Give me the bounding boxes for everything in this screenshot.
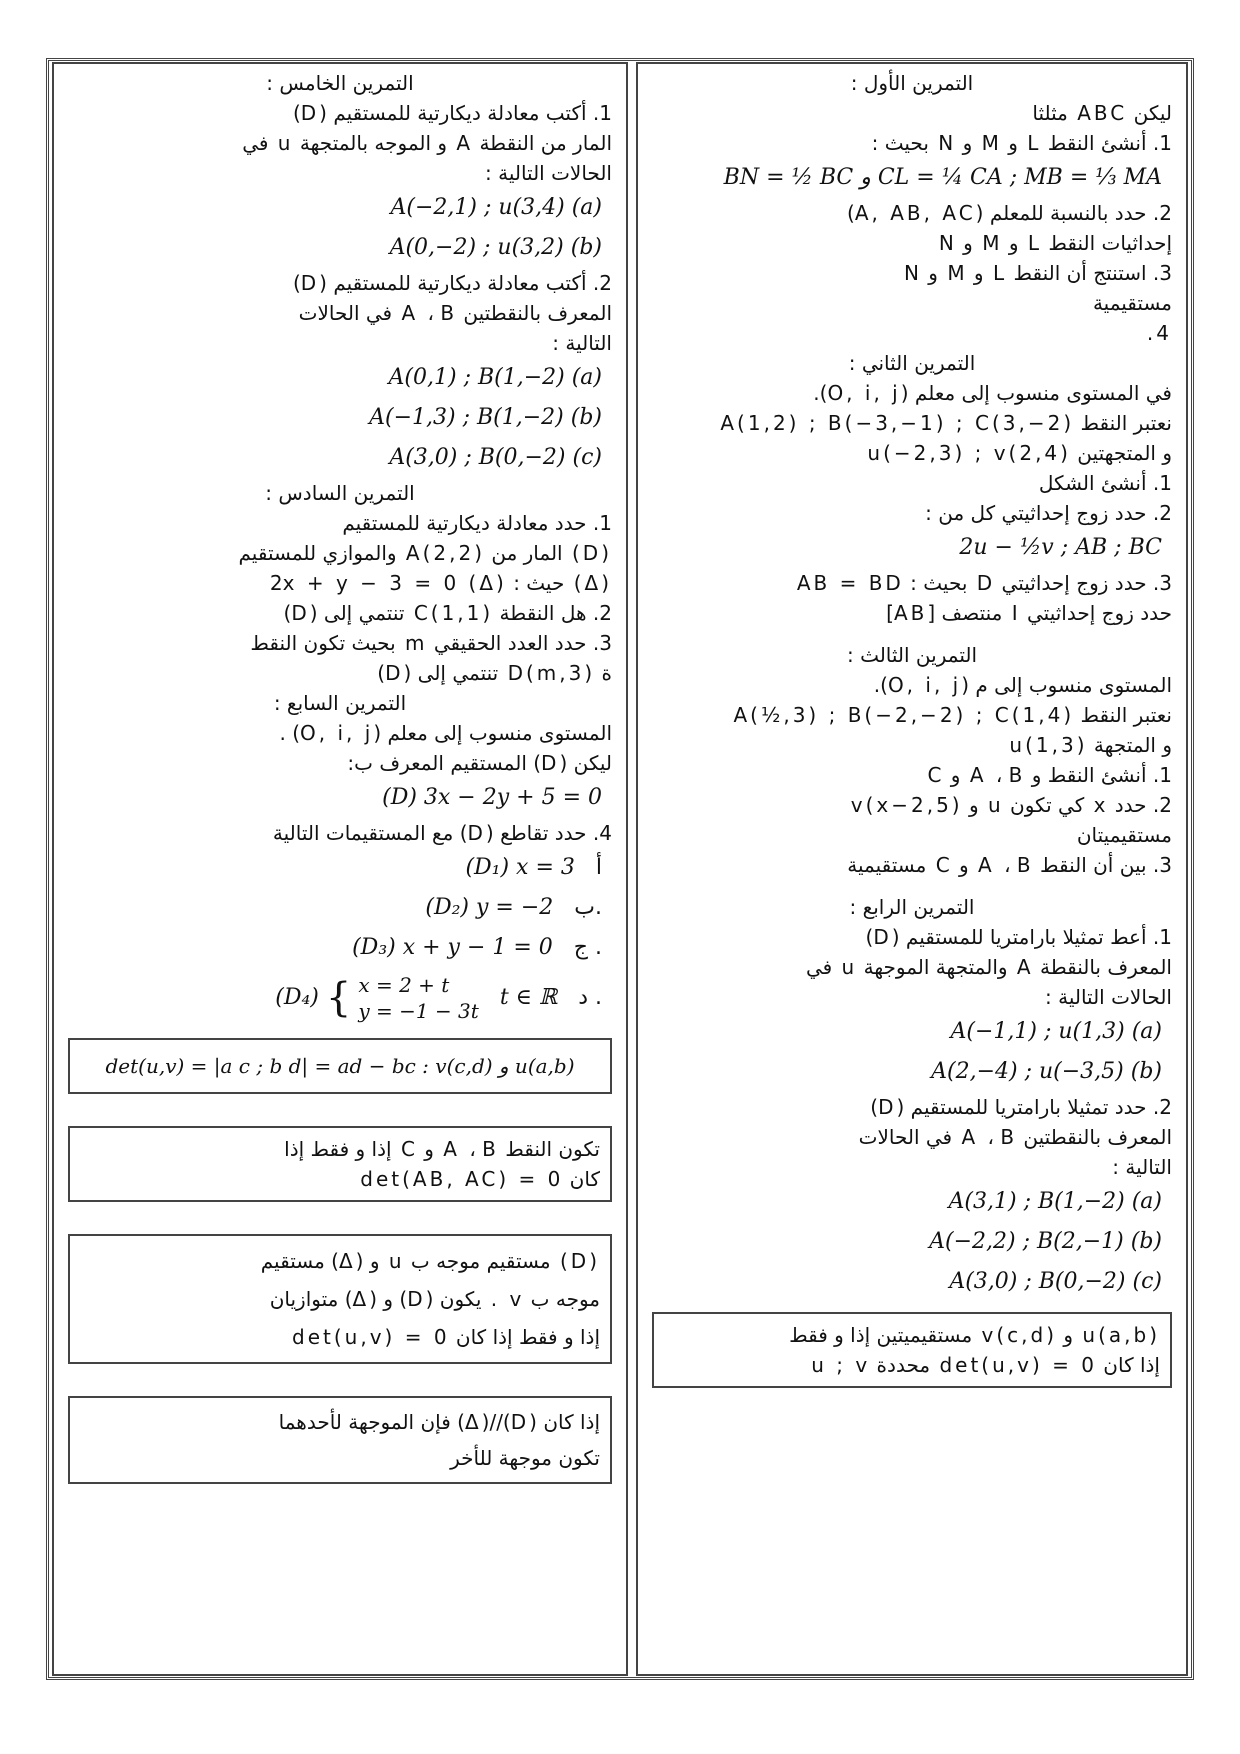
- exercise-6-line: (Δ) حيث : 2x + y − 3 = 0 (Δ): [269, 571, 612, 595]
- note-line: (D) مستقيم موجه ب u و (Δ) مستقيم: [260, 1249, 600, 1273]
- exercise-4-formula: A(3,1) ; B(1,−2) (a): [948, 1189, 1162, 1214]
- exercise-1-title: التمرين الأول :: [850, 71, 974, 95]
- note-line: تكون النقط A ، B و C إذا و فقط إذا: [284, 1137, 600, 1161]
- exercise-5-line: المعرف بالنقطتين A ، B في الحالات: [298, 301, 612, 325]
- item-label: ب.: [574, 895, 602, 920]
- note-line: u(a,b) و v(c,d) مستقيميتين إذا و فقط: [789, 1323, 1160, 1347]
- exercise-1-formula: BN = ½ BC و CL = ¼ CA ; MB = ⅓ MA: [723, 165, 1162, 190]
- exercise-3-line: و المتجهة u(1,3): [1009, 733, 1172, 757]
- exercise-6-line: 2. هل النقطة C(1,1) تنتمي إلى (D): [283, 601, 612, 625]
- exercise-5-formula: A(0,−2) ; u(3,2) (b): [389, 235, 602, 260]
- direction-vector-box: [68, 1396, 612, 1484]
- exercise-1-line: 1. أنشئ النقط L و M و N بحيث :: [871, 131, 1172, 155]
- exercise-7-line: ليكن (D) المستقيم المعرف ب:: [347, 751, 612, 775]
- parametric-system: [358, 972, 479, 1024]
- exercise-2-line: 2. حدد زوج إحداثيتي كل من :: [925, 501, 1172, 525]
- exercise-4-title: التمرين الرابع :: [849, 895, 975, 919]
- item-label: د .: [578, 985, 602, 1010]
- exercise-2-line: 1. أنشئ الشكل: [1038, 471, 1172, 495]
- system-name: (D₄): [275, 985, 319, 1010]
- exercise-7-line: المستوى منسوب إلى معلم (O, i, j) .: [279, 721, 612, 745]
- exercise-5-line: 2. أكتب معادلة ديكارتية للمستقيم (D): [292, 271, 612, 295]
- exercise-6-line: (D) المار من A(2,2) والموازي للمستقيم: [238, 541, 612, 565]
- exercise-4-line: الحالات التالية :: [1045, 985, 1172, 1009]
- exercise-2-line: حدد زوج إحداثيتي I منتصف [AB]: [886, 601, 1172, 625]
- exercise-6-line: ة D(m,3) تنتمي إلى (D): [377, 661, 612, 685]
- item-eq: (D₃) x + y − 1 = 0: [352, 935, 553, 960]
- item-eq: (D₂) y = −2: [425, 895, 554, 920]
- exercise-5-formula: A(3,0) ; B(0,−2) (c): [389, 445, 602, 470]
- item-label: أ: [595, 855, 602, 880]
- intersection-item-b: [68, 888, 612, 928]
- determinant-formula: det(u,v) = |a c ; b d| = ad − bc : v(c,d) و u(a,b): [105, 1054, 575, 1078]
- parallel-lines-box: [68, 1234, 612, 1364]
- exercise-7-title: التمرين السابع :: [273, 691, 407, 715]
- system-eq-1: x = 2 + t: [358, 973, 450, 997]
- exercise-1-line: 2. حدد بالنسبة للمعلم (A, AB, AC): [847, 201, 1172, 225]
- exercise-1-line: 4.: [1146, 321, 1172, 345]
- exercise-6-line: 3. حدد العدد الحقيقي m بحيث تكون النقط: [250, 631, 612, 655]
- exercise-2-line: نعتبر النقط A(1,2) ; B(−3,−1) ; C(3,−2): [720, 411, 1172, 435]
- exercise-3-line: 1. أنشئ النقط و A ، B و C: [927, 763, 1172, 787]
- exercise-4-line: المعرف بالنقطتين A ، B في الحالات: [858, 1125, 1172, 1149]
- exercise-7-line: 4. حدد تقاطع (D) مع المستقيمات التالية: [272, 821, 612, 845]
- exercise-5-formula: A(−1,3) ; B(1,−2) (b): [369, 405, 602, 430]
- intersection-item-a: [68, 848, 612, 888]
- exercise-4-line: 2. حدد تمثيلا بارامتريا للمستقيم (D): [870, 1095, 1172, 1119]
- item-eq: (D₁) x = 3: [465, 855, 575, 880]
- exercise-1-line: ليكن ABC مثلثا: [1032, 101, 1172, 125]
- note-line: موجه ب v . يكون (D) و (Δ) متوازيان: [269, 1287, 600, 1311]
- intersection-item-d: [68, 968, 612, 1028]
- intersection-item-c: [68, 928, 612, 968]
- note-line: كان det(AB, AC) = 0: [360, 1167, 600, 1191]
- exercise-3-title: التمرين الثالث :: [846, 643, 978, 667]
- exercise-5-formula: A(−2,1) ; u(3,4) (a): [390, 195, 602, 220]
- exercise-4-formula: A(−1,1) ; u(1,3) (a): [950, 1019, 1162, 1044]
- exercise-2-line: في المستوى منسوب إلى معلم (O, i, j).: [813, 381, 1172, 405]
- exercise-5-formula: A(0,1) ; B(1,−2) (a): [388, 365, 602, 390]
- exercise-4-formula: A(3,0) ; B(0,−2) (c): [949, 1269, 1162, 1294]
- exercise-1-line: 3. استنتج أن النقط L و M و N: [903, 261, 1172, 285]
- note-line: إذا و فقط إذا كان det(u,v) = 0: [292, 1325, 600, 1349]
- exercise-3-line: المستوى منسوب إلى م (O, i, j).: [873, 673, 1172, 697]
- exercise-4-formula: A(−2,2) ; B(2,−1) (b): [929, 1229, 1162, 1254]
- right-column: [636, 62, 1188, 1676]
- exercise-5-title: التمرين الخامس :: [266, 71, 414, 95]
- exercise-4-line: 1. أعط تمثيلا بارامتريا للمستقيم (D): [865, 925, 1172, 949]
- left-column: [52, 62, 628, 1676]
- exercise-4-line: التالية :: [1112, 1155, 1172, 1179]
- exercise-1-line: إحداثيات النقط L و M و N: [938, 231, 1172, 255]
- note-line: تكون موجهة للأخر: [450, 1446, 600, 1470]
- exercise-3-line: 3. بين أن النقط A ، B و C مستقيمية: [847, 853, 1172, 877]
- exercise-2-formula: 2u − ½v ; AB ; BC: [959, 535, 1162, 560]
- brace-icon: {: [325, 975, 352, 1021]
- exercise-3-line: 2. حدد x كي تكون u و v(x−2,5): [850, 793, 1172, 817]
- exercise-7-formula: (D) 3x − 2y + 5 = 0: [382, 785, 602, 810]
- collinearity-note-box: [652, 1312, 1172, 1388]
- exercise-5-line: التالية :: [552, 331, 612, 355]
- exercise-2-line: 3. حدد زوج إحداثيتي D بحيث : AB = BD: [796, 571, 1172, 595]
- determinant-definition-box: [68, 1038, 612, 1094]
- parameter-domain: t ∈ ℝ: [499, 985, 558, 1010]
- note-line: إذا كان det(u,v) = 0 محددة u ; v: [811, 1353, 1160, 1377]
- collinear-points-box: [68, 1126, 612, 1202]
- exercise-4-formula: A(2,−4) ; u(−3,5) (b): [931, 1059, 1162, 1084]
- exercise-1-line: مستقيمية: [1092, 291, 1172, 315]
- exercise-2-title: التمرين الثاني :: [848, 351, 976, 375]
- exercise-2-line: و المتجهتين u(−2,3) ; v(2,4): [867, 441, 1172, 465]
- exercise-4-line: المعرف بالنقطة A والمتجهة الموجهة u في: [805, 955, 1172, 979]
- exercise-3-line: مستقيميتان: [1076, 823, 1172, 847]
- exercise-5-line: المار من النقطة A و الموجه بالمتجهة u في: [242, 131, 612, 155]
- item-label: ج .: [573, 935, 602, 960]
- exercise-5-line: الحالات التالية :: [485, 161, 612, 185]
- exercise-5-line: 1. أكتب معادلة ديكارتية للمستقيم (D): [292, 101, 612, 125]
- system-eq-2: y = −1 − 3t: [358, 999, 479, 1023]
- exercise-3-line: نعتبر النقط A(½,3) ; B(−2,−2) ; C(1,4): [733, 703, 1172, 727]
- exercise-6-title: التمرين السادس :: [265, 481, 415, 505]
- note-line: إذا كان (D)//(Δ) فإن الموجهة لأحدهما: [278, 1410, 600, 1434]
- exercise-6-line: 1. حدد معادلة ديكارتية للمستقيم: [342, 511, 612, 535]
